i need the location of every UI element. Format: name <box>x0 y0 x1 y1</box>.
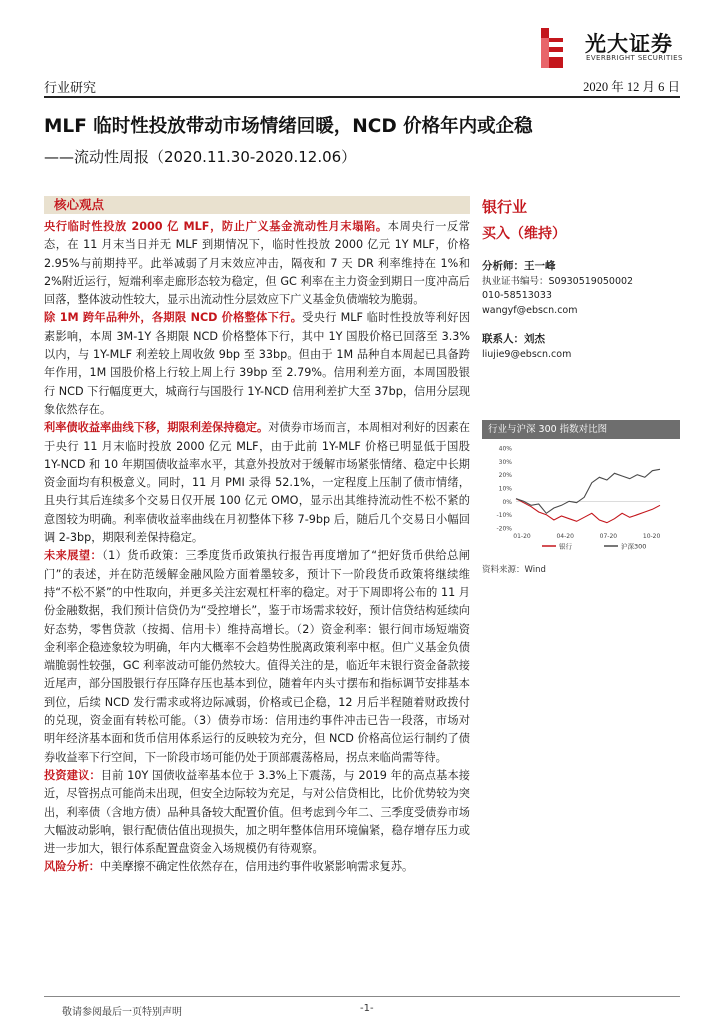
comparison-chart <box>482 440 680 562</box>
paragraph-text: 目前 10Y 国债收益率基本位于 3.3%上下震荡，与 2019 年的高点基本接近，尽管拐点可能尚未出现，但安全边际较为充足，与对公信贷相比，比价优势较为突出，利率债（含地方债）品种具备较大配置价值。但考虑到今年二、三季度受债券市场大幅波动影响，银行配债估值出现损失，加之明年整体信用环境偏紧，稳存增存压力或进一步加大，银行体系配置盘资金入场规模仍有待观察。 <box>44 768 470 856</box>
legend-label: 沪深300 <box>621 542 647 551</box>
contact-label: 联系人： <box>482 333 524 345</box>
paragraph-text: （1）货币政策：三季度货币政策执行报告再度增加了“把好货币供给总闸门”的表述，并在防范缓解金融风险方面着墨较多，预计下一阶段货币政策将继续维持“不松不紧”的中性取向，并更多关注宏观杠杆率的稳定。对于下周即将公布的 11 月份金融数据，我们预计信贷仍为“受控增长”，鉴于市场需求较好，预计信贷结构延续向好态势，零售贷款（按揭、信用卡）维持高增长。（2）资金利率：银行间市场短端资金利率企稳迹象较为明确，年内大概率不会趋势性脱离政策利率中枢。但广义基金负债端脆弱性较强，GC 利率波动可能仍然较大。值得关注的是，临近年末银行资金备款接近尾声，部分国股银行存压降存压也基本到位，随着年内头寸摆布和指标调节安排基本到位，后续 NCD 发行需求或将边际减弱，价格或已企稳，12 月后半程随着财政拨付的兑现，资金面有转松可能。（3）债券市场：信用违约事件冲击已告一段落，市场对明年经济基本面和货币信用体系运行的反映较为充分，但 NCD 价格高位运行制约了债券收益率下行空间，下一阶段市场可能仍处于顶部震荡格局，拐点来临尚需等待。 <box>44 549 470 764</box>
paragraph-text: 对债券市场而言，本周相对利好的因素在于央行 11 月末临时投放 2000 亿元 MLF，由于此前 1Y-MLF 价格已明显低于国股 1Y-NCD 和 10 年期国债收益率水平，其意外投放对于缓解市场紧张情绪、稳定中长期资金面均有积极意义。同时，11 月 PMI 录得 52.1%，一定程度上压制了债市情绪，且央行其后连续多个交易日仅开展 100 亿元 OMO，显示出其维持流动性不松不紧的意图较为明确。利率债收益率曲线在月初整体下移 7-9bp 后，随后几个交易日小幅回调 2-3bp，期限利差保持稳定。 <box>44 421 470 545</box>
paragraph-lead: 投资建议： <box>44 768 101 782</box>
report-subtitle: ——流动性周报（2020.11.30-2020.12.06） <box>44 148 357 166</box>
paragraph-lead: 央行临时性投放 2000 亿 MLF，防止广义基金流动性月末塌陷。 <box>44 220 388 233</box>
legend-label: 银行 <box>559 542 572 551</box>
x-tick-label: 04-20 <box>556 533 574 540</box>
paragraph-text: 本周央行一反常态，在 11 月末当日并无 MLF 到期情况下，临时性投放 2000 亿元 1Y MLF，价格 2.95%与前期持平。此举减弱了月末效应冲击，隔夜和 7 天 DR 利率维持在 1%和 2%附近运行，短端利率走廊形态较为稳定，但 GC 利率在主力资金到期日一度冲高后回落，整体波动性较大，显示出流动性分层效应下广义基金负债端较为脆弱。 <box>44 220 470 307</box>
footer-divider <box>44 996 680 997</box>
footer-disclaimer: 敬请参阅最后一页特别声明 <box>62 1007 182 1018</box>
report-category: 行业研究 <box>44 81 97 96</box>
header-divider <box>44 96 680 98</box>
paragraph-lead: 利率债收益率曲线下移，期限利差保持稳定。 <box>44 421 269 435</box>
contact-line <box>482 332 682 348</box>
y-tick-label: 10% <box>498 485 512 493</box>
sidebar <box>482 196 682 362</box>
paragraph <box>44 858 470 876</box>
analyst-license: 执业证书编号：S0930519050002 <box>482 275 634 287</box>
y-tick-label: -10% <box>496 512 512 520</box>
y-tick-label: 30% <box>498 458 512 466</box>
y-tick-label: 40% <box>498 445 512 453</box>
x-tick-label: 07-20 <box>599 533 618 540</box>
analyst-name: 王一峰 <box>524 260 556 272</box>
paragraph <box>44 767 470 858</box>
x-tick-label: 10-20 <box>642 533 661 540</box>
paragraph-lead: 除 1M 跨年品种外，各期限 NCD 价格整体下行。 <box>44 311 303 325</box>
paragraph <box>44 419 470 547</box>
paragraph-text: 中美摩擦不确定性依然存在，信用违约事件收紧影响需求复苏。 <box>99 860 414 874</box>
analyst-label: 分析师： <box>482 260 524 272</box>
paragraph <box>44 547 470 767</box>
y-tick-label: 20% <box>498 472 512 480</box>
paragraph-text: 受央行 MLF 临时性投放等利好因素影响，本周 3M-1Y 各期限 NCD 价格整体下行，其中 1Y 国股价格已回落至 3.3%以内，与 1Y-MLF 利差较上周收敛 9bp 至 33bp。但由于 1M 品种自本周起已具备跨年作用，1M 国股价格上行较上周上行 39bp 至 2.79%。信用利差方面，本周国股银行 NCD 下行幅度更大，城商行与国股行 1Y-NCD 信用利差扩大至 37bp，信用分层现象依然存在。 <box>44 311 471 416</box>
x-tick-label: 01-20 <box>513 533 531 540</box>
page-number: -1- <box>360 1003 374 1014</box>
y-tick-label: -20% <box>496 525 512 533</box>
sector-name: 银行业 <box>482 198 528 216</box>
analyst-email[interactable]: wangyf@ebscn.com <box>482 304 578 316</box>
paragraph <box>44 309 470 419</box>
series-line-csi300 <box>516 469 660 513</box>
brand-name-cn: 光大证券 <box>585 32 673 56</box>
brand-name-en: EVERBRIGHT SECURITIES <box>586 54 683 62</box>
rating: 买入（维持） <box>482 226 566 242</box>
y-tick-label: 0% <box>502 498 512 506</box>
core-viewpoints-body <box>44 218 470 877</box>
contact-name: 刘杰 <box>524 333 545 345</box>
report-title: MLF 临时性投放带动市场情绪回暖，NCD 价格年内或企稳 <box>44 116 533 137</box>
report-date: 2020 年 12 月 6 日 <box>583 80 680 94</box>
paragraph-lead: 未来展望： <box>44 549 103 563</box>
paragraph <box>44 218 470 309</box>
analyst-phone: 010-58513033 <box>482 290 552 301</box>
chart-title: 行业与沪深 300 指数对比图 <box>482 420 680 439</box>
contact-email[interactable]: liujie9@ebscn.com <box>482 348 572 360</box>
paragraph-lead: 风险分析： <box>44 860 100 874</box>
core-viewpoints-header: 核心观点 <box>44 196 470 214</box>
everbright-logo-icon <box>541 28 581 68</box>
chart-source: 资料来源：Wind <box>482 565 546 575</box>
analyst-line <box>482 259 682 275</box>
series-line-bank <box>516 499 660 523</box>
